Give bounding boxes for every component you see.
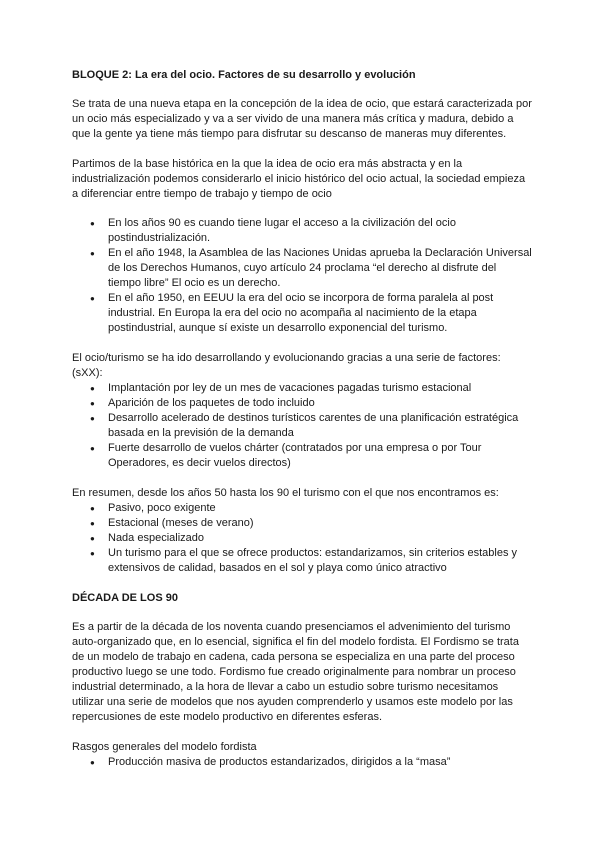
document-content: [72, 68, 532, 785]
list-item: ● Un turismo para el que se ofrece productos: estandarizamos, sin criterios estables y extensivos de calidad, basados en el sol y playa como único atractivo: [108, 546, 532, 576]
list-item: ● Estacional (meses de verano): [108, 516, 532, 531]
list-item: ● Fuerte desarrollo de vuelos chárter (contratados por una empresa o por Tour Operadores, es decir vuelos directos): [108, 441, 532, 471]
bullet-list-summary: [72, 501, 532, 576]
section-heading-bloque-2: BLOQUE 2: La era del ocio. Factores de su desarrollo y evolución: [72, 69, 416, 81]
list-item: ● Aparición de los paquetes de todo incluido: [108, 396, 532, 411]
paragraph-fordist-features: Rasgos generales del modelo fordista: [72, 741, 257, 753]
list-item: ● En los años 90 es cuando tiene lugar el acceso a la civilización del ocio postindustrialización.: [108, 216, 532, 246]
bullet-list-history: [72, 216, 532, 336]
paragraph-fordism: Es a partir de la década de los noventa cuando presenciamos el advenimiento del turismo auto-organizado que, en lo esencial, significa el fin del modelo fordista. El Fordismo se trata de un modelo de trabajo en cadena, cada persona se especializa en una parte del proceso productivo luego se une todo. Fordismo fue creado originalmente para nombrar un proceso industrial determinado, a la hora de llevar a cabo un estudio sobre turismo necesitamos utilizar una serie de modelos que nos ayuden comprenderlo y usamos este modelo por las repercusiones de este modelo productivo en diferentes esferas.: [72, 621, 519, 723]
paragraph-intro: Se trata de una nueva etapa en la concepción de la idea de ocio, que estará caracterizada por un ocio más especializado y va a ser vivido de una manera más crítica y madura, debido a que la gente ya tiene más tiempo para disfrutar su descanso de maneras muy diferentes.: [72, 98, 532, 140]
paragraph-historical-base: Partimos de la base histórica en la que la idea de ocio era más abstracta y en la industrialización podemos considerarlo el inicio histórico del ocio actual, la sociedad empieza a diferenciar entre tiempo de trabajo y tiempo de ocio: [72, 158, 526, 200]
list-item: ● Producción masiva de productos estandarizados, dirigidos a la “masa”: [108, 755, 532, 770]
list-item: ● Implantación por ley de un mes de vacaciones pagadas turismo estacional: [108, 381, 532, 396]
list-item: ● Desarrollo acelerado de destinos turísticos carentes de una planificación estratégica basada en la previsión de la demanda: [108, 411, 532, 441]
bullet-list-factors: [72, 381, 532, 471]
section-heading-decada-90: DÉCADA DE LOS 90: [72, 592, 178, 604]
bullet-list-fordist-features: [72, 755, 532, 770]
list-item: ● Nada especializado: [108, 531, 532, 546]
list-item: ● Pasivo, poco exigente: [108, 501, 532, 516]
paragraph-summary: En resumen, desde los años 50 hasta los 90 el turismo con el que nos encontramos es:: [72, 487, 499, 499]
list-item: ● En el año 1948, la Asamblea de las Naciones Unidas aprueba la Declaración Universal de los Derechos Humanos, cuyo artículo 24 proclama “el derecho al disfrute del tiempo libre” El ocio es un derecho.: [108, 246, 532, 291]
paragraph-factors: El ocio/turismo se ha ido desarrollando y evolucionando gracias a una serie de factores: (sXX):: [72, 352, 501, 379]
list-item: ● En el año 1950, en EEUU la era del ocio se incorpora de forma paralela al post industrial. En Europa la era del ocio no acompaña al nacimiento de la etapa postindustrial, aunque sí existe un desarrollo exponencial del turismo.: [108, 291, 532, 336]
